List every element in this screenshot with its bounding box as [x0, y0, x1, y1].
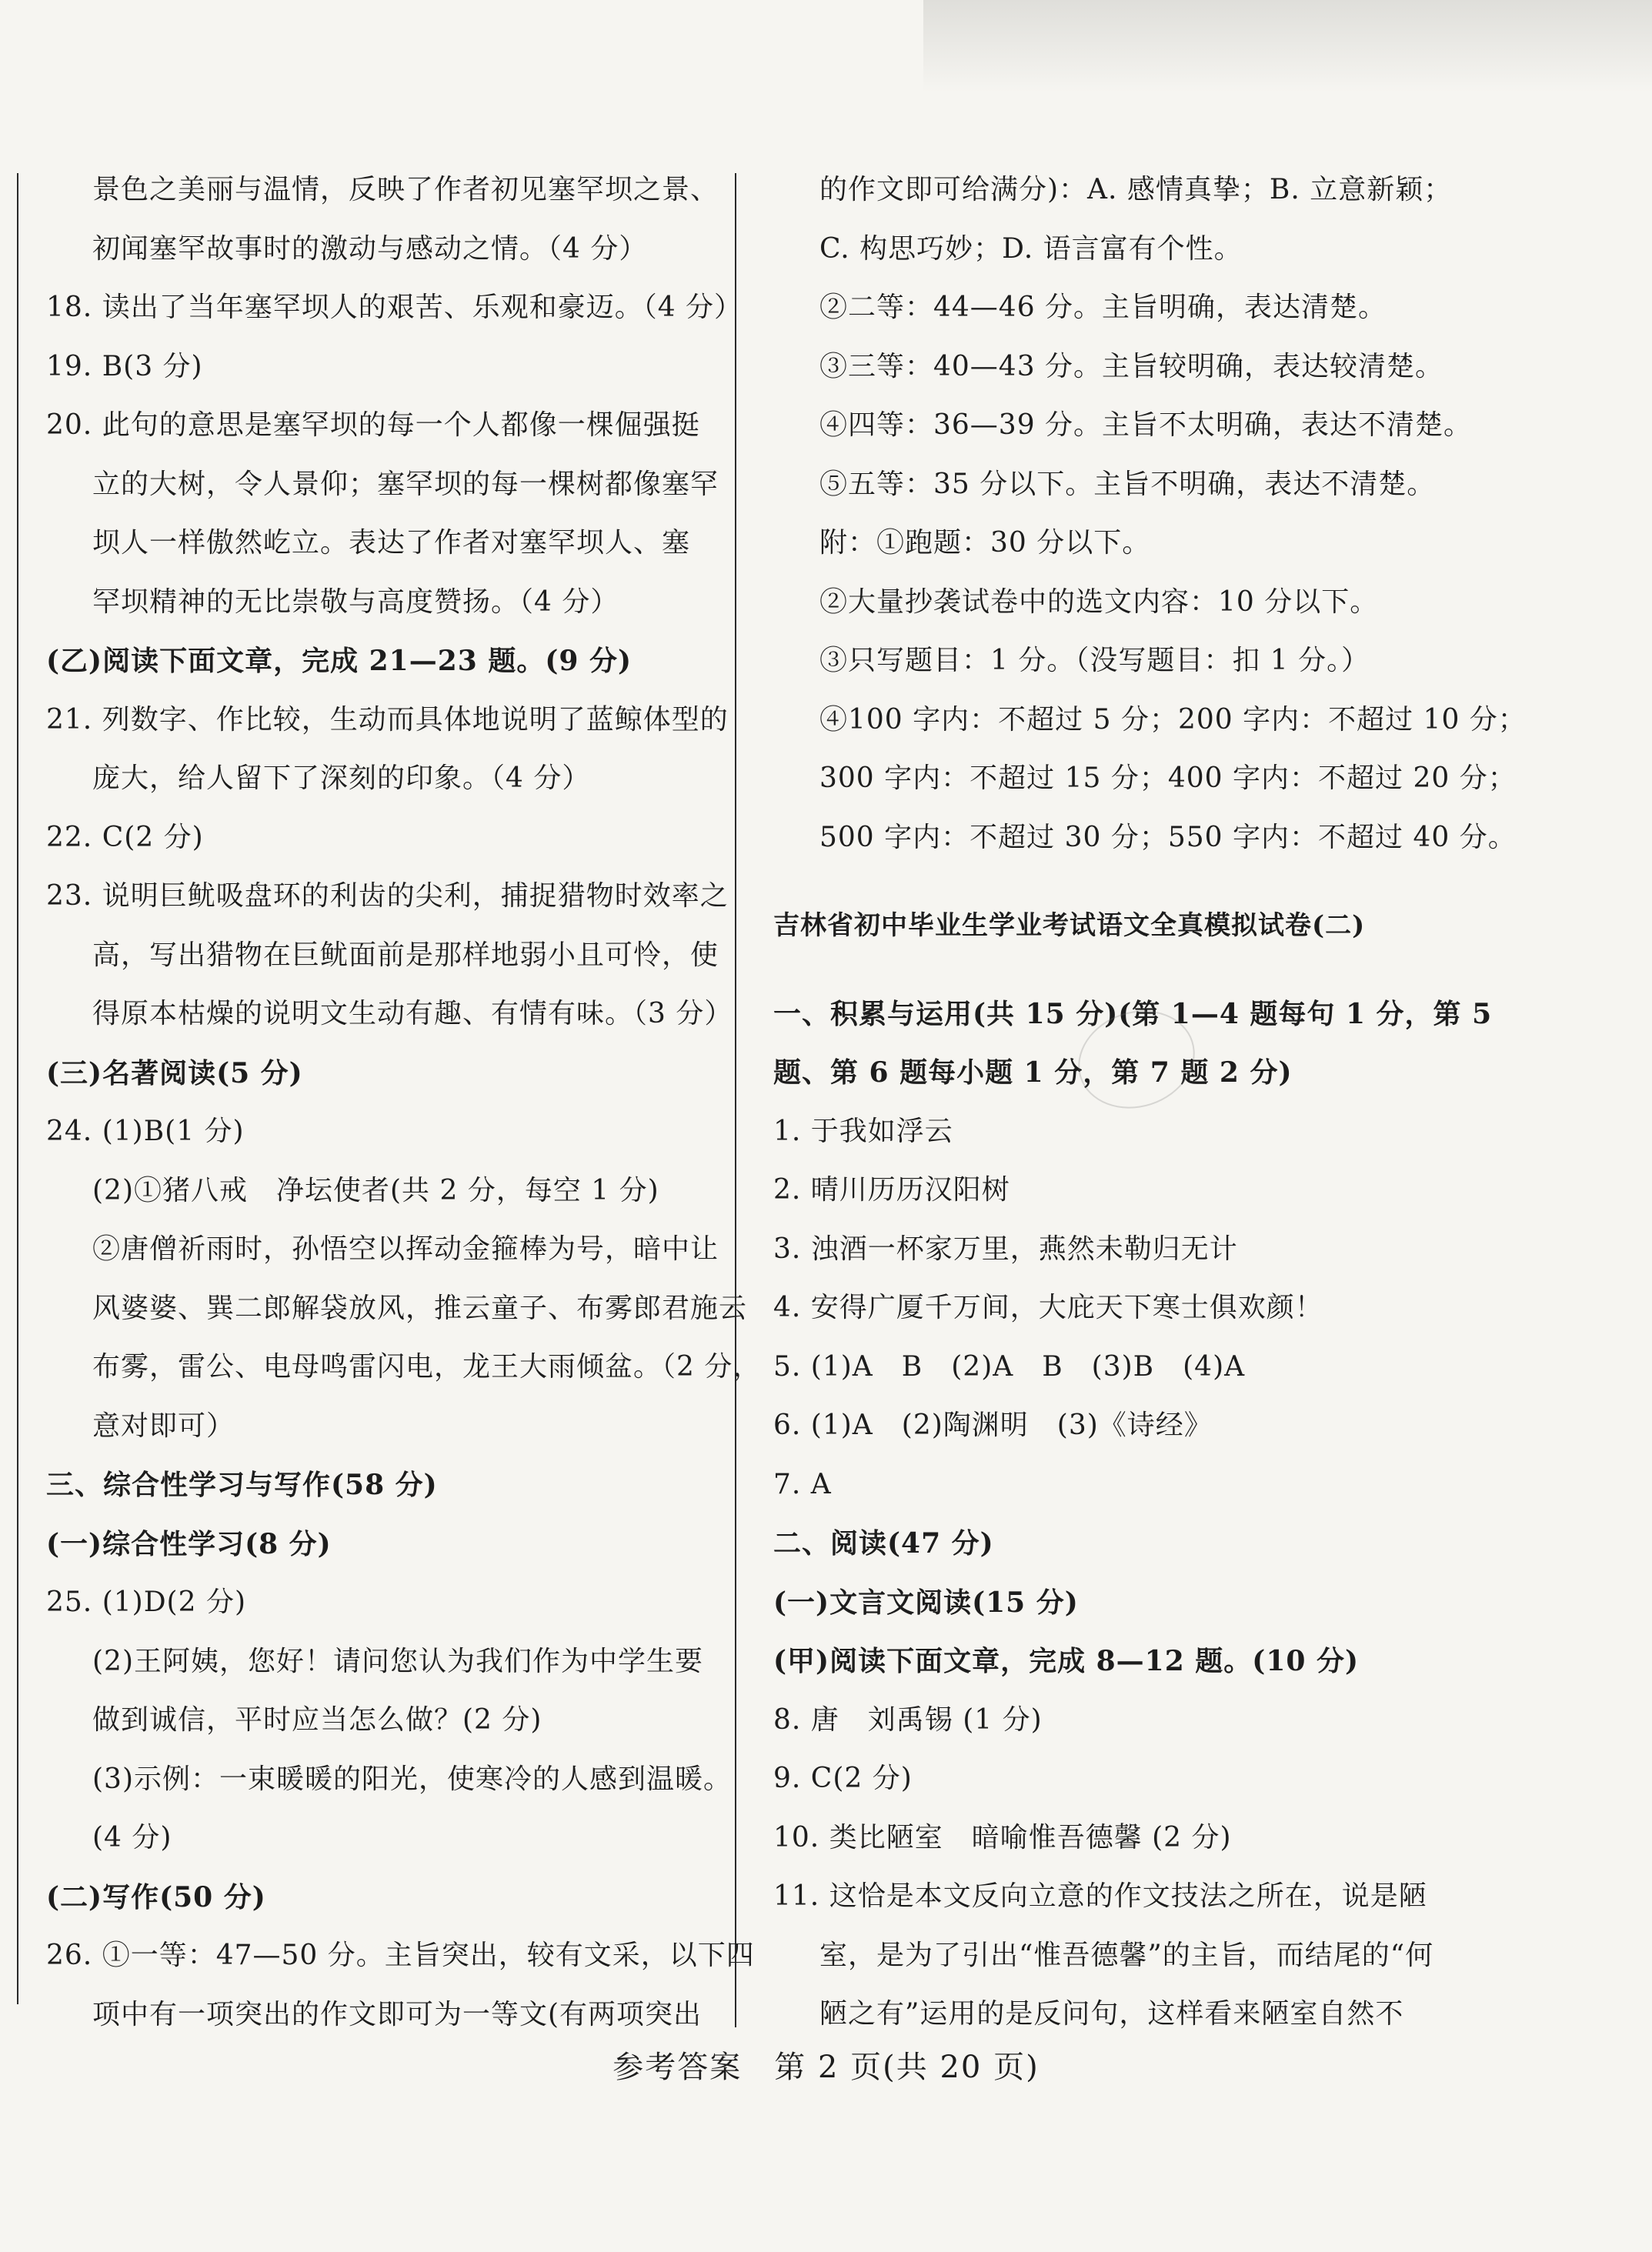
answer-line: C. 构思巧妙；D. 语言富有个性。 [819, 232, 1243, 265]
scan-shadow [923, 0, 1652, 92]
answer-line: 项中有一项突出的作文即可为一等文(有两项突出 [92, 1998, 703, 2030]
section-heading: 二、阅读(47 分) [773, 1527, 994, 1560]
answer-line: 19. B(3 分) [46, 350, 203, 382]
answer-line: 做到诚信，平时应当怎么做？(2 分) [92, 1704, 542, 1736]
answer-line: 4. 安得广厦千万间，大庇天下寒士俱欢颜！ [773, 1292, 1323, 1323]
answer-line: 26. ①一等：47—50 分。主旨突出，较有文采，以下四 [46, 1940, 755, 1971]
answer-line: 初闻塞罕故事时的激动与感动之情。（4 分） [92, 232, 648, 265]
answer-line: 高，写出猎物在巨鱿面前是那样地弱小且可怜，使 [92, 939, 719, 971]
section-heading: (二)写作(50 分) [46, 1880, 266, 1913]
section-heading: (甲)阅读下面文章，完成 8—12 题。(10 分) [773, 1645, 1359, 1677]
answer-line: (4 分) [92, 1822, 172, 1853]
section-heading: (一)综合性学习(8 分) [46, 1527, 332, 1560]
answer-line: 300 字内：不超过 15 分；400 字内：不超过 20 分； [819, 762, 1517, 794]
section-heading: 三、综合性学习与写作(58 分) [46, 1469, 438, 1501]
answer-line: ②大量抄袭试卷中的选文内容：10 分以下。 [819, 586, 1379, 618]
answer-line: 庞大，给人留下了深刻的印象。（4 分） [92, 762, 591, 794]
answer-line: 立的大树，令人景仰；塞罕坝的每一棵树都像塞罕 [92, 468, 719, 500]
answer-line: 室，是为了引出“惟吾德馨”的主旨，而结尾的“何 [819, 1939, 1434, 1971]
answer-line: 布雾，雷公、电母鸣雷闪电，龙王大雨倾盆。（2 分， [92, 1351, 762, 1383]
answer-line: 1. 于我如浮云 [773, 1115, 953, 1147]
answer-line: 的作文即可给满分)：A. 感情真挚；B. 立意新颖； [819, 174, 1453, 205]
answer-line: 18. 读出了当年塞罕坝人的艰苦、乐观和豪迈。（4 分） [46, 292, 743, 323]
answer-line: ⑤五等：35 分以下。主旨不明确，表达不清楚。 [819, 468, 1436, 500]
answer-line: 25. (1)D(2 分) [46, 1586, 246, 1618]
answer-line: ③三等：40—43 分。主旨较明确，表达较清楚。 [819, 350, 1444, 382]
answer-line: 2. 晴川历历汉阳树 [773, 1174, 1010, 1206]
answer-line: ④100 字内：不超过 5 分；200 字内：不超过 10 分； [819, 703, 1527, 736]
left-margin-rule [17, 173, 18, 2004]
answer-line: 11. 这恰是本文反向立意的作文技法之所在，说是陋 [773, 1880, 1427, 1912]
answer-line: (2)王阿姨，您好！请问您认为我们作为中学生要 [92, 1645, 703, 1677]
section-heading: (乙)阅读下面文章，完成 21—23 题。(9 分) [46, 645, 632, 677]
answer-line: 20. 此句的意思是塞罕坝的每一个人都像一棵倔强挺 [46, 409, 700, 441]
answer-line: 22. C(2 分) [46, 821, 204, 853]
answer-line: ④四等：36—39 分。主旨不太明确，表达不清楚。 [819, 409, 1473, 441]
answer-line: 意对即可） [92, 1410, 235, 1442]
answer-line: 7. A [773, 1468, 832, 1500]
section-heading: 一、积累与运用(共 15 分)(第 1—4 题每句 1 分，第 5 [773, 997, 1493, 1030]
answer-line: 9. C(2 分) [773, 1763, 913, 1794]
answer-line: (2)①猪八戒 净坛使者(共 2 分，每空 1 分) [92, 1174, 659, 1206]
answer-line: 500 字内：不超过 30 分；550 字内：不超过 40 分。 [819, 821, 1517, 853]
answer-line: 23. 说明巨鱿吸盘环的利齿的尖利，捕捉猎物时效率之 [46, 880, 729, 912]
answer-line: 罕坝精神的无比崇敬与高度赞扬。（4 分） [92, 586, 619, 618]
answer-line: (3)示例：一束暖暖的阳光，使寒冷的人感到温暖。 [92, 1763, 732, 1795]
answer-line: 陋之有”运用的是反问句，这样看来陋室自然不 [819, 1998, 1404, 2030]
answer-line: 3. 浊酒一杯家万里，燕然未勒归无计 [773, 1233, 1238, 1265]
answer-line: 6. (1)A (2)陶渊明 (3)《诗经》 [773, 1410, 1213, 1441]
answer-line: ②二等：44—46 分。主旨明确，表达清楚。 [819, 292, 1387, 323]
answer-line: 5. (1)A B (2)A B (3)B (4)A [773, 1350, 1246, 1383]
section-title: 吉林省初中毕业生学业考试语文全真模拟试卷(二) [773, 910, 1366, 941]
answer-line: 附：①跑题：30 分以下。 [819, 527, 1151, 559]
answer-line: 得原本枯燥的说明文生动有趣、有情有味。（3 分） [92, 998, 733, 1029]
answer-line: ③只写题目：1 分。（没写题目：扣 1 分。） [819, 645, 1370, 676]
answer-line: 8. 唐 刘禹锡 (1 分) [773, 1703, 1043, 1736]
answer-line: 24. (1)B(1 分) [46, 1116, 245, 1147]
page-footer: 参考答案 第 2 页(共 20 页) [612, 2050, 1040, 2085]
answer-line: 21. 列数字、作比较，生动而具体地说明了蓝鲸体型的 [46, 703, 729, 736]
answer-line: 10. 类比陋室 暗喻惟吾德馨 (2 分) [773, 1821, 1232, 1853]
answer-line: 风婆婆、巽二郎解袋放风，推云童子、布雾郎君施云 [92, 1292, 748, 1324]
section-heading: (一)文言文阅读(15 分) [773, 1586, 1079, 1619]
answer-line: 坝人一样傲然屹立。表达了作者对塞罕坝人、塞 [92, 527, 691, 559]
answer-line: ②唐僧祈雨时，孙悟空以挥动金箍棒为号，暗中让 [92, 1233, 719, 1265]
section-heading: 题、第 6 题每小题 1 分，第 7 题 2 分) [773, 1056, 1293, 1089]
answer-line: 景色之美丽与温情，反映了作者初见塞罕坝之景、 [92, 174, 719, 205]
section-heading: (三)名著阅读(5 分) [46, 1056, 303, 1089]
column-divider [735, 173, 736, 2027]
